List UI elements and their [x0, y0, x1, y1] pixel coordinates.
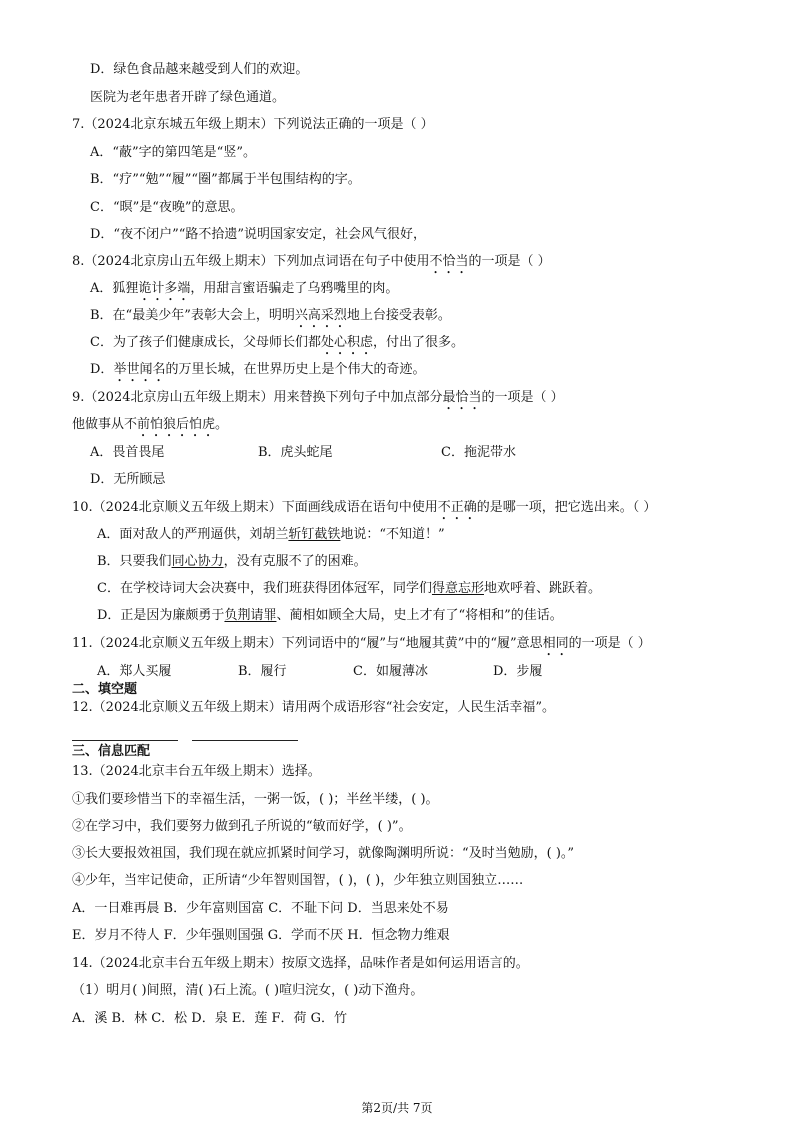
q13-choices-row-2: E．岁月不待人 F．少年强则国强 G．学而不厌 H．恒念物力维艰 [72, 928, 450, 943]
q10-option-a: A．面对敌人的严刑逼供，刘胡兰斩钉截铁地说：“不知道！” [97, 527, 445, 542]
q8-option-c: C．为了孩子们健康成长，父母师长们都处心积虑，付出了很多。 [90, 335, 464, 350]
q9-option-b: B．虎头蛇尾 [258, 445, 333, 460]
q13-item-3: ③长大要报效祖国，我们现在就应抓紧时间学习，就像陶渊明所说：“及时当勉励，( )。” [72, 846, 575, 861]
q6-option-d: D．绿色食品越来越受到人们的欢迎。 [90, 62, 309, 77]
q9-option-a: A．畏首畏尾 [90, 445, 165, 460]
q7-stem: 7.（2024北京东城五年级上期末）下列说法正确的一项是（ ） [72, 117, 434, 132]
q13-item-1: ①我们要珍惜当下的幸福生活，一粥一饭，( )；半丝半缕，( )。 [72, 792, 439, 807]
q7-option-d: D．“夜不闭户”“路不拾遗”说明国家安定，社会风气很好， [90, 227, 427, 242]
q11-stem: 11.（2024北京顺义五年级上期末）下列词语中的“履”与“地履其黄”中的“履”意思相同的一项是（ ） [72, 636, 651, 651]
q9-emphasis: 最恰当 [442, 390, 482, 405]
q13-choices-row-1: A．一日难再晨 B．少年富则国富 C．不耻下问 D．当思来处不易 [72, 901, 449, 916]
q11-option-c: C．如履薄冰 [353, 664, 428, 679]
q14-stem: 14.（2024北京丰台五年级上期末）按原文选择，品味作者是如何运用语言的。 [72, 956, 529, 971]
q9-sentence: 他做事从不前怕狼后怕虎。 [72, 417, 229, 432]
q13-item-2: ②在学习中，我们要努力做到孔子所说的“敏而好学，( )”。 [72, 819, 412, 834]
q10-option-d: D．正是因为廉颇勇于负荆请罪、蔺相如顾全大局，史上才有了“将相和”的佳话。 [97, 608, 563, 623]
q7-option-a: A．“蔽”字的第四笔是“竖”。 [90, 145, 256, 160]
q12-answer-blank-1[interactable] [72, 740, 178, 741]
q7-option-b: B．“疗”“勉”“履”“圈”都属于半包围结构的字。 [90, 172, 361, 187]
q12-answer-blank-2[interactable] [192, 740, 298, 741]
q10-stem: 10.（2024北京顺义五年级上期末）下面画线成语在语句中使用不正确的是哪一项，把它选出来。（ ） [72, 500, 657, 515]
q9-option-d: D．无所顾忌 [90, 472, 166, 487]
q11-option-b: B．履行 [238, 664, 287, 679]
q8-stem: 8.（2024北京房山五年级上期末）下列加点词语在句子中使用不恰当的一项是（ ） [72, 254, 551, 269]
q8-option-d: D．举世闻名的万里长城，在世界历史上是个伟大的奇迹。 [90, 362, 426, 377]
page-number: 第2页/共 7页 [361, 1101, 433, 1115]
q11-emphasis: 相同 [542, 636, 569, 651]
q13-item-4: ④少年，当牢记使命，正所请“少年智则国智，( )，( )，少年独立则国独立…… [72, 873, 524, 888]
q10-emphasis: 不正确 [437, 500, 477, 515]
q8-option-b: B．在“最美少年”表彰大会上，明明兴高采烈地上台接受表彰。 [90, 308, 451, 323]
q8-emphasis: 不恰当 [429, 254, 469, 269]
q12-stem: 12.（2024北京顺义五年级上期末）请用两个成语形容“社会安定，人民生活幸福”。 [72, 700, 556, 715]
q7-option-c: C．“暝”是“夜晚”的意思。 [90, 200, 244, 215]
q11-option-d: D．步履 [493, 664, 543, 679]
q9-option-c: C．拖泥带水 [441, 445, 516, 460]
q8-option-a: A．狐狸诡计多端，用甜言蜜语骗走了乌鸦嘴里的肉。 [90, 281, 399, 296]
q10-option-c: C．在学校诗词大会决赛中，我们班获得团体冠军，同学们得意忘形地欢呼着、跳跃着。 [97, 581, 601, 596]
section-title-matching: 三、信息匹配 [72, 744, 151, 759]
q13-stem: 13.（2024北京丰台五年级上期末）选择。 [72, 764, 321, 779]
q11-option-a: A．郑人买履 [97, 664, 172, 679]
q14-choices: A．溪 B．林 C．松 D．泉 E．莲 F．荷 G．竹 [72, 1011, 347, 1026]
section-title-fill-in: 二、填空题 [72, 682, 138, 697]
q10-option-b: B．只要我们同心协力，没有克服不了的困难。 [97, 554, 367, 569]
q14-item-1: （1）明月( )间照，清( )石上流。( )喧归浣女，( )动下渔舟。 [72, 983, 424, 998]
q6-option-d-sentence: 医院为老年患者开辟了绿色通道。 [90, 90, 286, 105]
q9-stem: 9.（2024北京房山五年级上期末）用来替换下列句子中加点部分最恰当的一项是（ ） [72, 390, 564, 405]
